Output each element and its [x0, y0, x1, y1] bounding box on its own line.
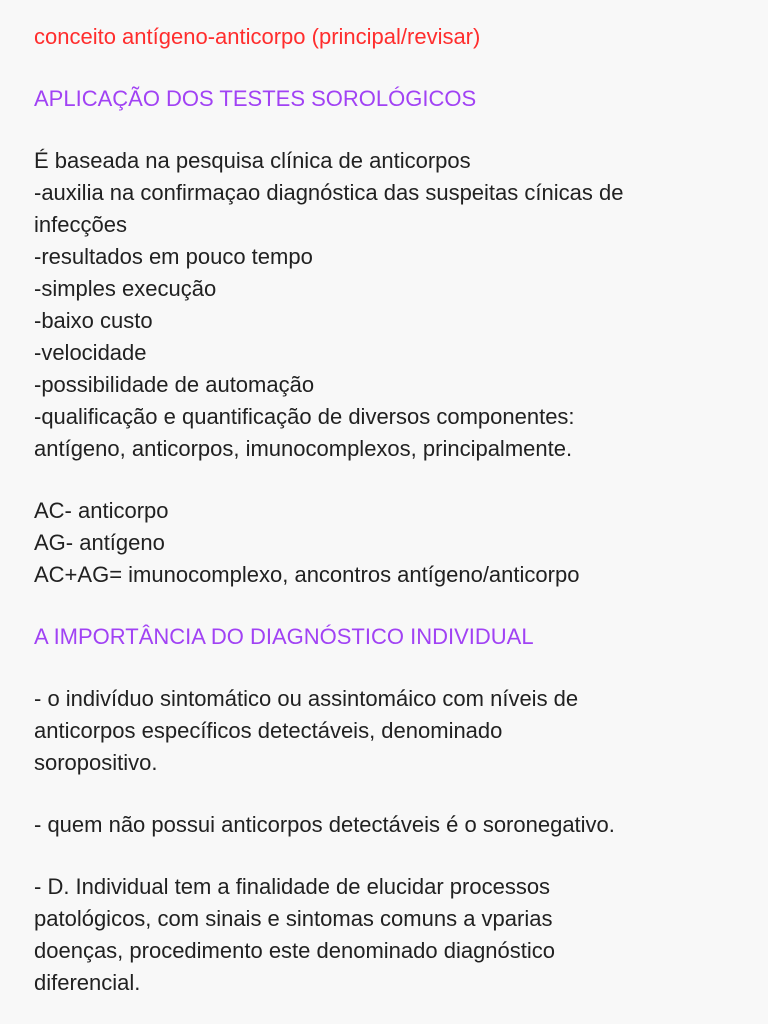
body-line: -auxilia na confirmaçao diagnóstica das suspeitas cínicas de	[34, 180, 624, 205]
body-line: doenças, procedimento este denominado diagnóstico	[34, 938, 556, 963]
body-line: -simples execução	[34, 276, 217, 301]
body-line: infecções	[34, 212, 127, 237]
body-line: -baixo custo	[34, 308, 153, 333]
abbreviation-line: AC- anticorpo	[34, 498, 169, 523]
abbreviation-line: AC+AG= imunocomplexo, ancontros antígeno/anticorpo	[34, 562, 580, 587]
spacer	[34, 841, 738, 871]
body-line: soropositivo.	[34, 750, 158, 775]
spacer	[34, 115, 738, 145]
spacer	[34, 779, 738, 809]
body-line: -resultados em pouco tempo	[34, 244, 313, 269]
body-line: - quem não possui anticorpos detectáveis é o soronegativo.	[34, 812, 615, 837]
body-line: -qualificação e quantificação de diversos componentes:	[34, 404, 575, 429]
section-heading-applications: APLICAÇÃO DOS TESTES SOROLÓGICOS	[34, 86, 477, 111]
body-line: - o indivíduo sintomático ou assintomáico com níveis de	[34, 686, 579, 711]
spacer	[34, 591, 738, 621]
note-top-line: conceito antígeno-anticorpo (principal/revisar)	[34, 24, 481, 49]
spacer	[34, 653, 738, 683]
body-line: É baseada na pesquisa clínica de anticorpos	[34, 148, 471, 173]
spacer	[34, 53, 738, 83]
spacer	[34, 465, 738, 495]
body-line: diferencial.	[34, 970, 141, 995]
body-line: -velocidade	[34, 340, 147, 365]
body-line: patológicos, com sinais e sintomas comuns a vparias	[34, 906, 553, 931]
section-heading-importance: A IMPORTÂNCIA DO DIAGNÓSTICO INDIVIDUAL	[34, 624, 534, 649]
body-line: antígeno, anticorpos, imunocomplexos, principalmente.	[34, 436, 573, 461]
abbreviation-line: AG- antígeno	[34, 530, 165, 555]
body-line: - D. Individual tem a finalidade de elucidar processos	[34, 874, 551, 899]
body-line: anticorpos específicos detectáveis, denominado	[34, 718, 503, 743]
body-line: -possibilidade de automação	[34, 372, 315, 397]
